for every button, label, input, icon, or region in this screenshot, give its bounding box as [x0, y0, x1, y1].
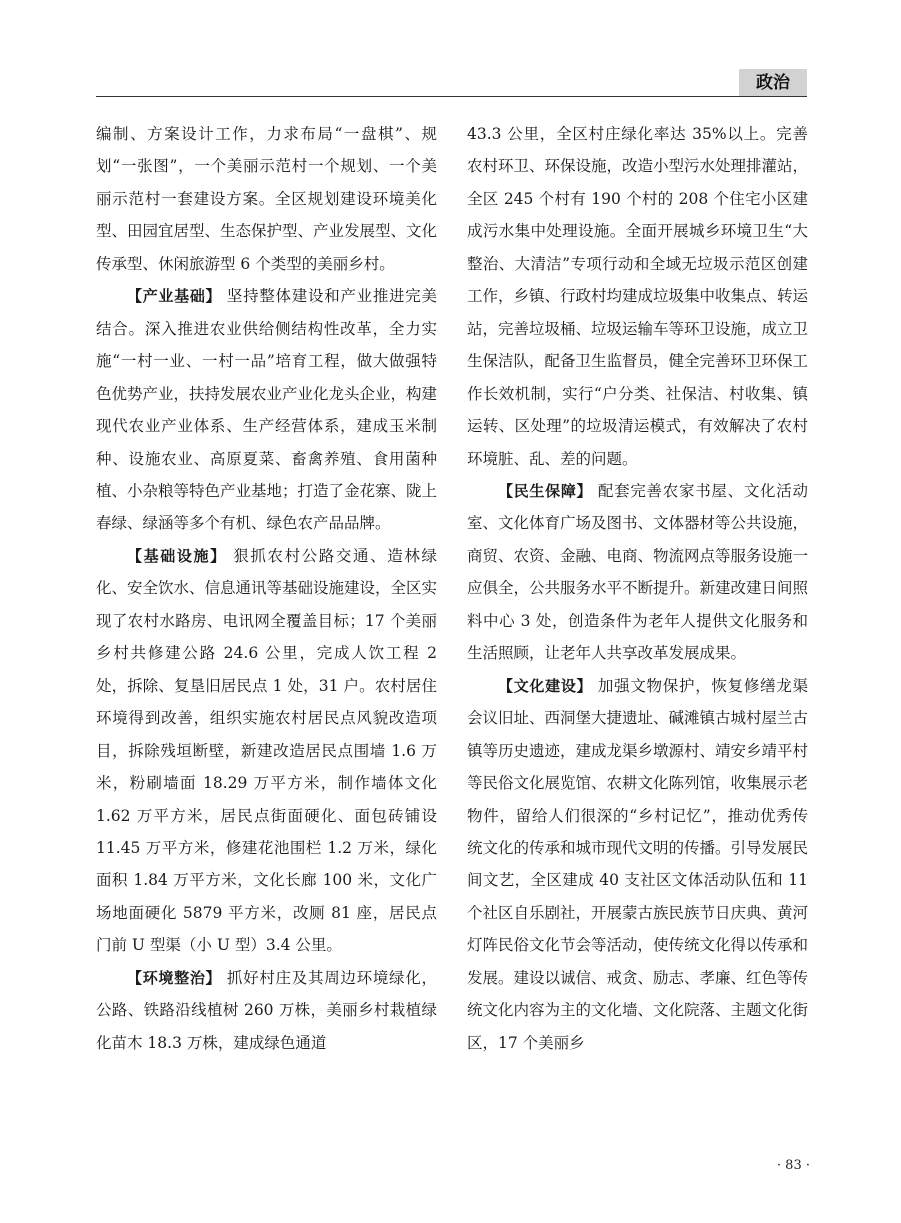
- paragraph-text: 编制、方案设计工作，力求布局“一盘棋”、规划“一张图”，一个美丽示范村一个规划、一个美丽示范村一套建设方案。全区规划建设环境美化型、田园宜居型、生态保护型、产业发展型、文化传承型、休闲旅游型 6 个类型的美丽乡村。: [96, 125, 438, 273]
- paragraph-text: 43.3 公里，全区村庄绿化率达 35%以上。完善农村环卫、环保设施，改造小型污水处理排灌站，全区 245 个村有 190 个村的 208 个住宅小区建成污水集中处理设施。全面开展城乡环境卫生“大整治、大清洁”专项行动和全域无垃圾示范区创建工作，乡镇、行政村均建成垃圾集中收集点、转运站，完善垃圾桶、垃圾运输车等环卫设施，成立卫生保洁队，配备卫生监督员，健全完善环卫环保工作长效机制，实行“户分类、社保洁、村收集、镇运转、区处理”的垃圾清运模式，有效解决了农村环境脏、乱、差的问题。: [467, 125, 809, 468]
- paragraph-text: 配套完善农家书屋、文化活动室、文化体育广场及图书、文体器材等公共设施，商贸、农资、金融、电商、物流网点等服务设施一应俱全，公共服务水平不断提升。新建改建日间照料中心 3 处，创造条件为老年人提供文化服务和生活照顾，让老年人共享改革发展成果。: [467, 481, 809, 663]
- header-rule: [96, 96, 807, 97]
- paragraph-heading: 【环境整治】: [127, 968, 222, 987]
- paragraph: [96, 118, 437, 280]
- paragraph: [467, 475, 808, 670]
- paragraph-heading: 【文化建设】: [498, 676, 593, 695]
- paragraph: [467, 670, 808, 1059]
- right-column: [467, 118, 808, 1059]
- paragraph-text: 狠抓农村公路交通、造林绿化、安全饮水、信息通讯等基础设施建设，全区实现了农村水路房、电讯网全覆盖目标；17 个美丽乡村共修建公路 24.6 公里，完成人饮工程 2 处，拆除、复垦旧居民点 1 处，31 户。农村居住环境得到改善，组织实施农村居民点风貌改造项目，拆除残垣断壁，新建改造居民点围墙 1.6 万米，粉刷墙面 18.29 万平方米，制作墙体文化 1.62 万平方米，居民点街面硬化、面包砖铺设 11.45 万平方米，修建花池围栏 1.2 万米，绿化面积 1.84 万平方米，文化长廊 100 米，文化广场地面硬化 5879 平方米，改厕 81 座，居民点门前 U 型渠（小 U 型）3.4 公里。: [96, 546, 438, 955]
- paragraph: [96, 540, 437, 962]
- paragraph-heading: 【基础设施】: [127, 546, 227, 565]
- paragraph-heading: 【产业基础】: [127, 287, 222, 306]
- paragraph-text: 坚持整体建设和产业推进完美结合。深入推进农业供给侧结构性改革，全力实施“一村一业、一村一品”培育工程，做大做强特色优势产业，扶持发展农业产业化龙头企业，构建现代农业产业体系、生产经营体系，建成玉米制种、设施农业、高原夏菜、畜禽养殖、食用菌种植、小杂粮等特色产业基地；打造了金花寨、陇上春绿、绿涵等多个有机、绿色农产品品牌。: [96, 287, 438, 533]
- paragraph: [96, 280, 437, 540]
- left-column: [96, 118, 437, 1059]
- paragraph: [96, 962, 437, 1059]
- section-tab: 政治: [739, 69, 807, 97]
- page-number: · 83 ·: [776, 1158, 810, 1173]
- paragraph: [467, 118, 808, 475]
- paragraph-text: 抓好村庄及其周边环境绿化，公路、铁路沿线植树 260 万株，美丽乡村栽植绿化苗木 18.3 万株，建成绿色通道: [96, 968, 437, 1052]
- paragraph-text: 加强文物保护，恢复修缮龙渠会议旧址、西洞堡大捷遗址、碱滩镇古城村屋兰古镇等历史遗迹，建成龙渠乡墩源村、靖安乡靖平村等民俗文化展览馆、农耕文化陈列馆，收集展示老物件，留给人们很深的“乡村记忆”，推动优秀传统文化的传承和城市现代文明的传播。引导发展民间文艺，全区建成 40 支社区文体活动队伍和 11 个社区自乐剧社，开展蒙古族民族节日庆典、黄河灯阵民俗文化节会等活动，使传统文化得以传承和发展。建设以诚信、戒贪、励志、孝廉、红色等传统文化内容为主的文化墙、文化院落、主题文化街区，17 个美丽乡: [467, 676, 809, 1052]
- paragraph-heading: 【民生保障】: [498, 481, 593, 500]
